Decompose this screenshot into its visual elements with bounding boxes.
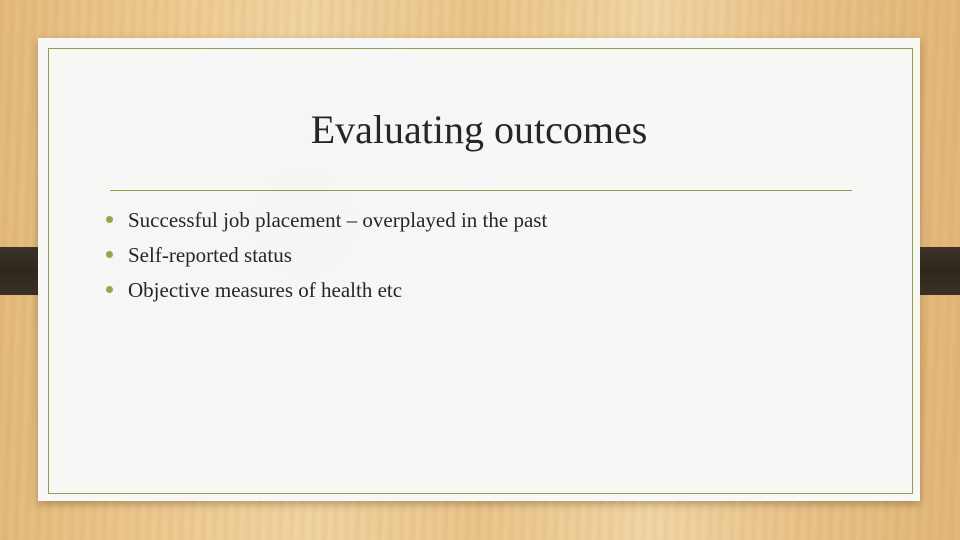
bullet-list [104,204,547,309]
slide-title: Evaluating outcomes [310,107,648,152]
bullet-dot-icon [106,286,113,293]
bullet-text: Successful job placement – overplayed in the past [128,208,548,232]
bullet-item [104,204,547,239]
bullet-text: Objective measures of health etc [128,278,403,302]
bullet-dot-icon [106,216,113,223]
bullet-text: Self-reported status [128,243,292,267]
bullet-item [104,274,547,309]
slide-card [38,38,920,501]
title-divider [110,190,852,191]
bullet-item [104,239,547,274]
bullet-dot-icon [106,251,113,258]
